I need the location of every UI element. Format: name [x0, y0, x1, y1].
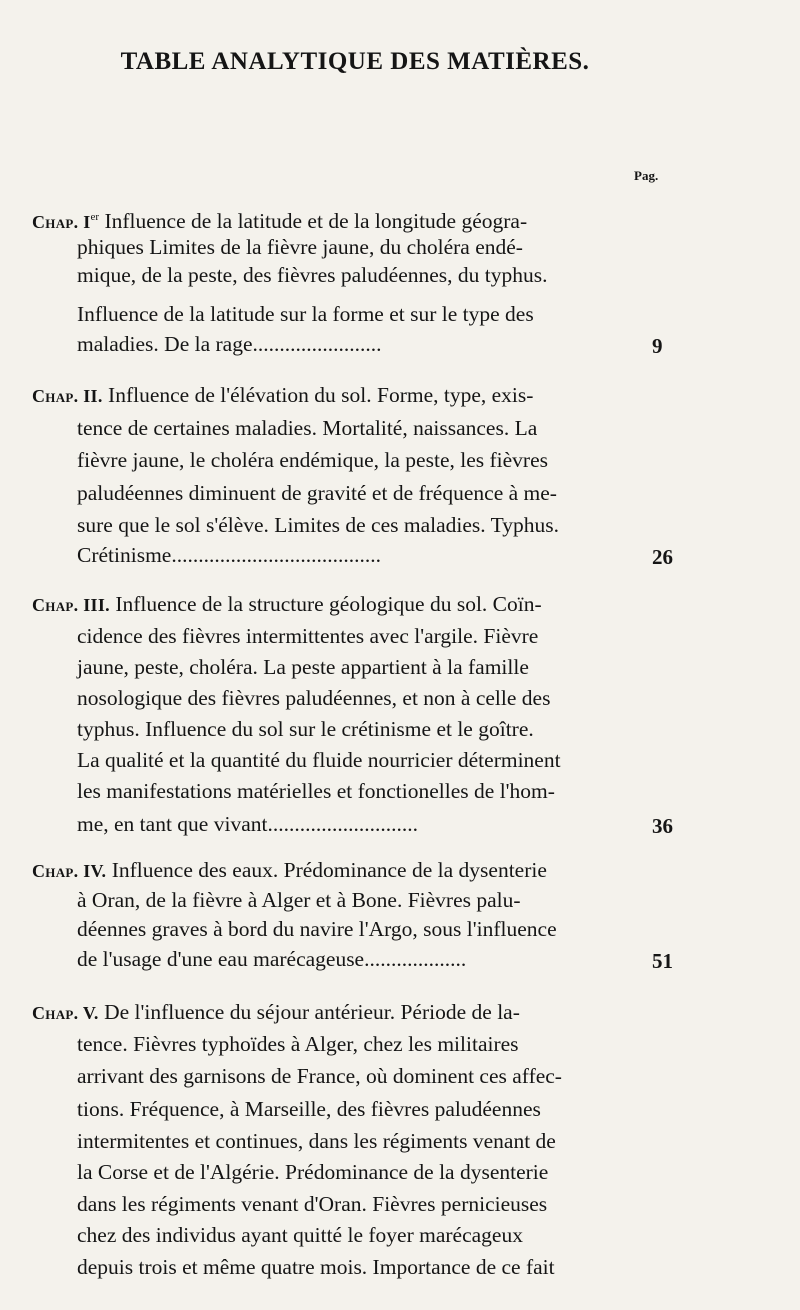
chapter-label: Chap. V.	[32, 1003, 99, 1023]
chapter-line: à Oran, de la fièvre à Alger et à Bone. Fièvres palu-	[77, 888, 521, 912]
chapter-line: Influence de l'élévation du sol. Forme, type, exis-	[108, 383, 534, 407]
chapter-line: tence. Fièvres typhoïdes à Alger, chez les militaires	[77, 1032, 519, 1056]
chapter-line: phiques Limites de la fièvre jaune, du choléra endé-	[77, 235, 523, 259]
chapter-line: arrivant des garnisons de France, où dominent ces affec-	[77, 1064, 562, 1088]
chapter-line: Influence de la latitude sur la forme et sur le type des	[77, 302, 534, 326]
chapter-line: Influence des eaux. Prédominance de la dysenterie	[111, 858, 547, 882]
chapter-label: Chap. II.	[32, 386, 103, 406]
chapter-line: tence de certaines maladies. Mortalité, naissances. La	[77, 416, 538, 440]
page-column-label: Pag.	[634, 168, 659, 183]
chapter-label-sup: er	[90, 211, 100, 223]
chapter-line: cidence des fièvres intermittentes avec l'argile. Fièvre	[77, 624, 539, 648]
chapter-line: intermitentes et continues, dans les régiments venant de	[77, 1129, 556, 1153]
chapter-line: déennes graves à bord du navire l'Argo, sous l'influence	[77, 917, 557, 941]
chapter-line: Influence de la structure géologique du sol. Coïn-	[115, 592, 542, 616]
page-number: 36	[652, 814, 673, 838]
chapter-line: les manifestations matérielles et fonctionelles de l'hom-	[77, 779, 555, 803]
chapter-line: mique, de la peste, des fièvres paludéennes, du typhus.	[77, 263, 548, 287]
chapter-label: Chap. IV.	[32, 861, 107, 881]
chapter-line: maladies. De la rage........................	[77, 332, 382, 356]
chapter-line: de l'usage d'une eau marécageuse...................	[77, 947, 467, 971]
page-number: 26	[652, 545, 673, 569]
chapter-line: me, en tant que vivant............................	[77, 812, 418, 836]
chapter-line: typhus. Influence du sol sur le crétinisme et le goître.	[77, 717, 534, 741]
chapter-line: chez des individus ayant quitté le foyer marécageux	[77, 1223, 523, 1247]
chapter-line: paludéennes diminuent de gravité et de fréquence à me-	[77, 481, 557, 505]
chapter-line: De l'influence du séjour antérieur. Période de la-	[104, 1000, 520, 1024]
chapter-line: dans les régiments venant d'Oran. Fièvres pernicieuses	[77, 1192, 548, 1216]
chapter-line: sure que le sol s'élève. Limites de ces maladies. Typhus.	[77, 513, 560, 537]
chapter-line: Crétinisme.......................................	[77, 543, 381, 567]
chapter-label: Chap. III.	[32, 595, 110, 615]
chapter-line: jaune, peste, choléra. La peste appartient à la famille	[77, 655, 529, 679]
page-number: 9	[652, 334, 663, 358]
chapter-line: La qualité et la quantité du fluide nourricier déterminent	[77, 748, 561, 772]
chapter-line: la Corse et de l'Algérie. Prédominance de la dysenterie	[77, 1160, 549, 1184]
chapter-line: nosologique des fièvres paludéennes, et non à celle des	[77, 686, 551, 710]
chapter-label: Chap. I	[32, 212, 91, 233]
chapter-line: depuis trois et même quatre mois. Importance de ce fait	[77, 1255, 555, 1279]
chapter-line: fièvre jaune, le choléra endémique, la peste, les fièvres	[77, 448, 548, 472]
page-title: TABLE ANALYTIQUE DES MATIÈRES.	[120, 48, 590, 75]
chapter-line: Influence de la latitude et de la longitude géogra-	[104, 209, 528, 234]
page-number: 51	[652, 949, 673, 973]
chapter-line: tions. Fréquence, à Marseille, des fièvres paludéennes	[77, 1097, 541, 1121]
